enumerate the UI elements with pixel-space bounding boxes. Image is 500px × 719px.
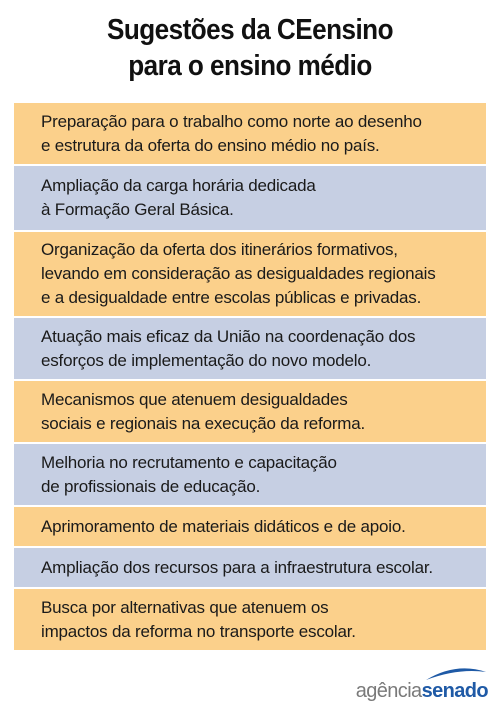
- suggestions-list: [14, 103, 486, 652]
- suggestion-text-line: Atuação mais eficaz da União na coordenação dos: [41, 326, 416, 346]
- suggestion-item: [14, 507, 486, 548]
- suggestion-text-line: Preparação para o trabalho como norte ao desenho: [41, 111, 422, 131]
- suggestion-item: [14, 444, 486, 507]
- logo-swoosh-icon: [424, 666, 488, 682]
- suggestion-text-line: Ampliação dos recursos para a infraestrutura escolar.: [41, 557, 433, 577]
- suggestion-text-line: e a desigualdade entre escolas públicas e privadas.: [41, 288, 422, 307]
- suggestion-text-line: levando em consideração as desigualdades regionais: [41, 264, 436, 283]
- suggestion-item: [14, 232, 486, 318]
- suggestion-text-line: sociais e regionais na execução da reforma.: [41, 413, 366, 433]
- suggestion-item: [14, 589, 486, 652]
- suggestion-text-line: Busca por alternativas que atenuem os: [41, 597, 329, 617]
- suggestion-item: [14, 381, 486, 444]
- suggestion-text-line: Melhoria no recrutamento e capacitação: [41, 452, 337, 472]
- suggestion-text-line: de profissionais de educação.: [41, 476, 261, 496]
- logo-text-senado: senado: [421, 680, 488, 702]
- suggestion-text-line: Mecanismos que atenuem desigualdades: [41, 389, 348, 409]
- suggestion-text-line: Ampliação da carga horária dedicada: [41, 176, 316, 195]
- suggestion-item: [14, 103, 486, 166]
- page-title-line-2: para o ensino médio: [128, 50, 372, 82]
- suggestion-text-line: à Formação Geral Básica.: [41, 200, 234, 219]
- suggestion-item: [14, 318, 486, 381]
- agencia-senado-logo: [356, 679, 488, 703]
- suggestion-text-line: e estrutura da oferta do ensino médio no país.: [41, 135, 380, 155]
- page-title-line-1: Sugestões da CEensino: [106, 14, 393, 46]
- suggestion-text-line: Aprimoramento de materiais didáticos e de apoio.: [41, 516, 406, 536]
- suggestion-item: [14, 548, 486, 589]
- page-title: [25, 12, 475, 84]
- suggestion-text-line: impactos da reforma no transporte escolar.: [41, 621, 356, 641]
- suggestion-text-line: Organização da oferta dos itinerários formativos,: [41, 240, 398, 259]
- suggestion-item: [14, 166, 486, 232]
- logo-text-agencia: agência: [355, 680, 422, 702]
- suggestion-text-line: esforços de implementação do novo modelo.: [41, 350, 372, 370]
